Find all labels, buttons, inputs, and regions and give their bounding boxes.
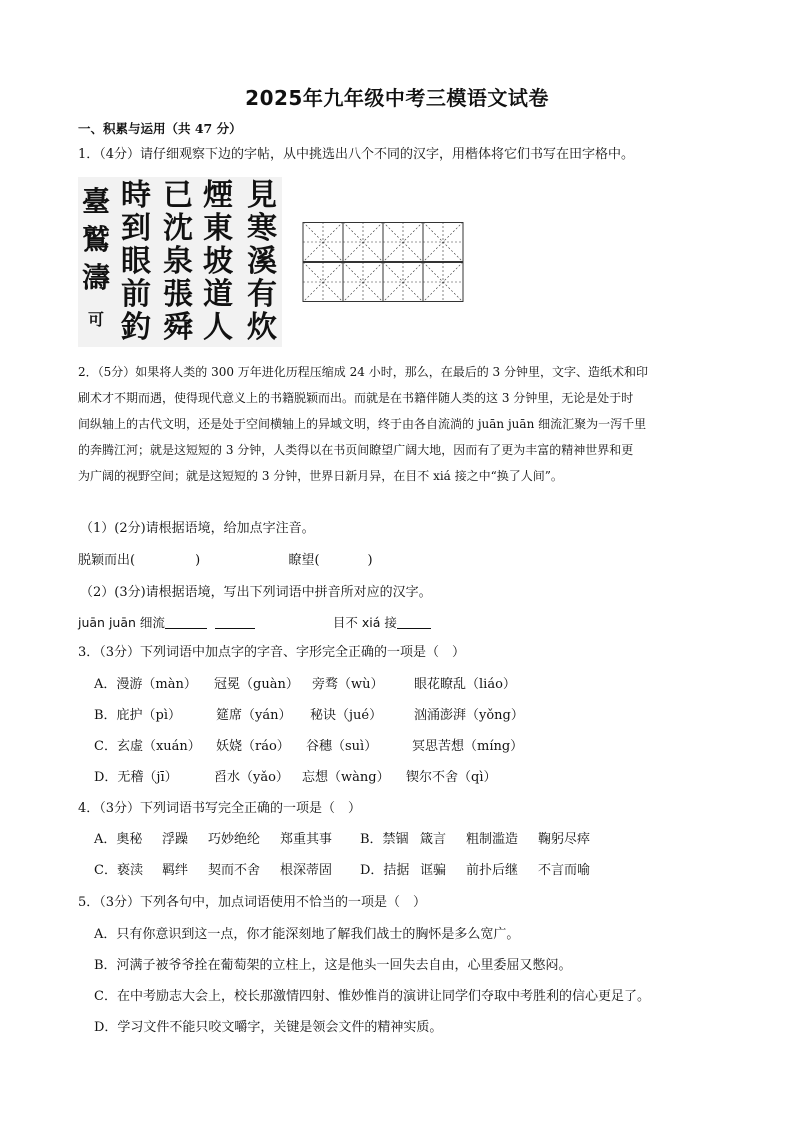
option-term: 鞠躬尽瘁 bbox=[538, 832, 591, 847]
tianzige-grid[interactable] bbox=[302, 222, 466, 302]
option-term: 冥思苦想（míng） bbox=[412, 739, 524, 754]
calligraphy-character: 炊 bbox=[247, 310, 277, 345]
calligraphy-character: 泉 bbox=[163, 244, 193, 279]
option-term: 不言而喻 bbox=[538, 863, 591, 878]
option-term: 筵席（yán） bbox=[216, 708, 292, 723]
sub2-word1: juān juān 细流 bbox=[78, 615, 165, 630]
calligraphy-character: 沈 bbox=[163, 211, 193, 246]
calligraphy-image bbox=[78, 177, 282, 347]
calligraphy-character: 已 bbox=[163, 178, 193, 213]
calligraphy-character: 張 bbox=[163, 277, 193, 312]
option-term: 忘想（wàng） bbox=[302, 770, 390, 785]
passage-line: 为广阔的视野空间；就是这短短的 3 分钟，世界日新月异，在目不 xiá 接之中“换了人间”。 bbox=[78, 469, 563, 483]
option-term: C．玄虚（xuán） bbox=[94, 739, 201, 754]
question-4-stem: 4．（3分）下列词语书写完全正确的一项是（ ） bbox=[78, 801, 362, 816]
calligraphy-character: 鷲 bbox=[81, 223, 111, 256]
calligraphy-character: 眼 bbox=[121, 244, 151, 279]
question-2-sub1: （1）(2分)请根据语境，给加点字注音。 bbox=[80, 521, 315, 536]
option-term: 舀水（yǎo） bbox=[214, 770, 289, 785]
option-term: 羁绊 bbox=[162, 863, 189, 878]
q3-option-d[interactable] bbox=[94, 769, 496, 787]
calligraphy-character: 濤 bbox=[81, 261, 111, 294]
hanzi-answer-field-2[interactable] bbox=[215, 615, 255, 629]
option-term: A．奥秘 bbox=[94, 832, 143, 847]
option-term: D．拮据 bbox=[360, 863, 410, 878]
q5-option-d[interactable]: D．学习文件不能只咬文嚼字，关键是领会文件的精神实质。 bbox=[94, 1020, 443, 1035]
q5-option-a[interactable]: A．只有你意识到这一点，你才能深刻地了解我们战士的胸怀是多么宽广。 bbox=[94, 927, 520, 942]
option-term: 谷穗（suì） bbox=[306, 739, 378, 754]
question-1-stem: 1．（4分）请仔细观察下边的字帖，从中挑选出八个不同的汉字，用楷体将它们书写在田字格中。 bbox=[78, 147, 635, 162]
question-2-sub2: （2）(3分)请根据语境，写出下列词语中拼音所对应的汉字。 bbox=[80, 585, 432, 600]
option-term: 浮躁 bbox=[162, 832, 189, 847]
option-term: 冠冕（guàn） bbox=[214, 677, 299, 692]
close-paren: ) bbox=[367, 553, 373, 568]
calligraphy-character: 臺 bbox=[81, 185, 111, 218]
passage-line: 间纵轴上的古代文明，还是处于空间横轴上的异域文明，终于由各自流淌的 juān juān 细流汇聚为一泻千里 bbox=[78, 417, 647, 431]
option-term: 郑重其事 bbox=[280, 832, 333, 847]
calligraphy-character: 東 bbox=[203, 211, 233, 246]
option-term: 眼花瞭乱（liáo） bbox=[414, 677, 516, 692]
option-term: C．亵渎 bbox=[94, 863, 143, 878]
sub1-word2: 瞭望( bbox=[288, 553, 320, 568]
passage-line: 2．（5分）如果将人类的 300 万年进化历程压缩成 24 小时，那么，在最后的 3 分钟里，文字、造纸术和印 bbox=[78, 365, 648, 379]
calligraphy-character: 可 bbox=[87, 310, 105, 329]
option-term: D．无稽（jī） bbox=[94, 770, 178, 785]
sub1-answer-row bbox=[78, 552, 373, 570]
calligraphy-character: 有 bbox=[247, 277, 277, 312]
calligraphy-svg bbox=[78, 177, 282, 347]
calligraphy-character: 溪 bbox=[247, 244, 277, 279]
close-paren: ) bbox=[195, 553, 201, 568]
section-heading: 一、积累与运用（共 47 分） bbox=[78, 121, 242, 136]
calligraphy-character: 舜 bbox=[163, 310, 193, 345]
calligraphy-character: 道 bbox=[203, 277, 233, 312]
option-term: 旁骛（wù） bbox=[312, 677, 384, 692]
q4-options-ab[interactable] bbox=[94, 831, 590, 849]
option-term: 前扑后继 bbox=[466, 863, 519, 878]
hanzi-answer-field-3[interactable] bbox=[397, 615, 431, 629]
option-term: B．禁锢 bbox=[360, 832, 409, 847]
calligraphy-character: 寒 bbox=[247, 211, 277, 246]
calligraphy-character: 人 bbox=[203, 310, 233, 345]
option-term: 契而不舍 bbox=[208, 863, 261, 878]
q5-option-b[interactable]: B．河满子被爷爷拴在葡萄架的立柱上，这是他头一回失去自由，心里委屈又憋闷。 bbox=[94, 958, 572, 973]
q5-option-c[interactable]: C．在中考励志大会上，校长那激情四射、惟妙惟肖的演讲让同学们夺取中考胜利的信心更足了。 bbox=[94, 989, 650, 1004]
calligraphy-character: 煙 bbox=[203, 178, 233, 213]
option-term: B．庇护（pì） bbox=[94, 708, 182, 723]
question-2-passage bbox=[78, 359, 726, 489]
option-term: 巧妙绝纶 bbox=[208, 832, 261, 847]
option-term: 根深蒂固 bbox=[280, 863, 333, 878]
sub2-answer-row bbox=[78, 614, 431, 632]
calligraphy-character: 釣 bbox=[121, 310, 151, 345]
option-term: 箴言 bbox=[420, 832, 447, 847]
hanzi-answer-field-1[interactable] bbox=[165, 615, 207, 629]
question-3-stem: 3．（3分）下列词语中加点字的字音、字形完全正确的一项是（ ） bbox=[78, 645, 466, 660]
question-5-stem: 5．（3分）下列各句中，加点词语使用不恰当的一项是（ ） bbox=[78, 895, 427, 910]
sub1-word1: 脱颖而出( bbox=[78, 553, 136, 568]
passage-line: 的奔腾江河；就是这短短的 3 分钟，人类得以在书页间瞭望广阔大地，因而有了更为丰富的精神世界和更 bbox=[78, 443, 634, 457]
q3-option-b[interactable] bbox=[94, 707, 524, 725]
passage-line: 刷术才不期而遇，使得现代意义上的书籍脱颖而出。而就是在书籍伴随人类的这 3 分钟里，无论是处于时 bbox=[78, 391, 634, 405]
option-term: 诓骗 bbox=[420, 863, 447, 878]
calligraphy-character: 前 bbox=[121, 277, 151, 312]
sub2-word2: 目不 xiá 接 bbox=[332, 615, 397, 630]
option-term: 粗制滥造 bbox=[466, 832, 519, 847]
q3-option-c[interactable] bbox=[94, 738, 523, 756]
calligraphy-character: 坡 bbox=[203, 244, 233, 279]
calligraphy-character: 時 bbox=[121, 178, 151, 213]
option-term: A．漫游（màn） bbox=[94, 677, 197, 692]
option-term: 汹涌澎湃（yǒng） bbox=[414, 708, 524, 723]
page-title: 2025年九年级中考三模语文试卷 bbox=[245, 86, 549, 110]
option-term: 妖娆（ráo） bbox=[216, 739, 290, 754]
calligraphy-character: 見 bbox=[247, 178, 277, 213]
q3-option-a[interactable] bbox=[94, 676, 516, 694]
q4-options-cd[interactable] bbox=[94, 862, 590, 880]
option-term: 秘诀（jué） bbox=[310, 708, 383, 723]
calligraphy-character: 到 bbox=[121, 211, 151, 246]
option-term: 锲尔不舍（qì） bbox=[406, 770, 497, 785]
